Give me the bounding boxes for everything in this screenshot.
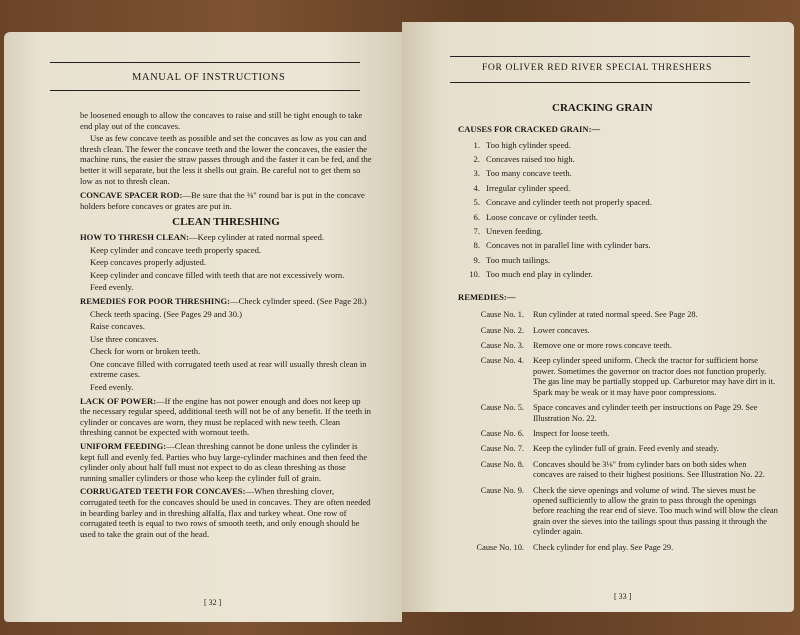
remedy-row: Cause No. 6. Inspect for loose teeth.	[480, 428, 610, 438]
list-item: 7. Uneven feeding.	[473, 226, 543, 237]
list-item: Keep concaves properly adjusted.	[90, 257, 206, 268]
list-item: 2. Concaves raised too high.	[473, 154, 575, 164]
heading-how-to: HOW TO THRESH CLEAN:	[80, 231, 189, 242]
remedy-row: Cause No. 1. Run cylinder at rated normal speed. See Page 28.	[480, 310, 698, 320]
header-rule	[50, 62, 360, 63]
heading-causes: CAUSES FOR CRACKED GRAIN:—	[458, 124, 601, 134]
causes-list	[458, 138, 778, 282]
remedy-row: Cause No. 2. Lower concaves.	[480, 325, 590, 335]
list-item: Check teeth spacing. (See Pages 29 and 30.)	[90, 308, 243, 319]
paragraph-power: LACK OF POWER:—If the engine has not power enough and does not keep up the necessary regular speed, additional teeth will not be of any benefit. If the teeth in cylinder or concaves are worn, they must be replaced with new teeth. Clean threshing cannot be expected with wornout teeth.	[80, 395, 371, 438]
list-item: Check for worn or broken teeth.	[90, 346, 201, 357]
list-item: 5. Concave and cylinder teeth not properly spaced.	[473, 197, 652, 208]
remedies-list	[458, 310, 778, 553]
paragraph: be loosened enough to allow the concaves to raise and still be tight enough to take end play out of the concaves.	[80, 110, 363, 131]
paragraph-how-to: HOW TO THRESH CLEAN:—Keep cylinder at rated normal speed.	[80, 231, 325, 242]
list-item: 8. Concaves not in parallel line with cylinder bars.	[473, 240, 651, 251]
list-item: Keep cylinder and concave filled with teeth that are not excessively worn.	[90, 269, 345, 280]
remedy-row: Cause No. 3. Remove one or more rows concave teeth.	[480, 341, 672, 351]
paragraph-spacer-rod: CONCAVE SPACER ROD:—Be sure that the ⅜" round bar is put in the concave holders before concaves or grates are put in.	[80, 190, 365, 211]
remedy-row: Cause No. 5. Space concaves and cylinder teeth per instructions on Page 29. See Illustration No. 22.	[480, 403, 758, 423]
section-title: CLEAN THRESHING	[172, 216, 280, 229]
list-item: Use three concaves.	[90, 333, 159, 344]
page-number-right: [ 33 ]	[614, 592, 632, 601]
running-head-right: FOR OLIVER RED RIVER SPECIAL THRESHERS	[482, 62, 712, 73]
header-rule	[450, 82, 750, 83]
remedy-row: Cause No. 8. Concaves should be 3⅛" from cylinder bars on both sides when concaves are raised to their highest positions. See Illustration No. 22.	[480, 459, 765, 480]
heading-remedies: REMEDIES:—	[458, 291, 516, 302]
heading-uniform-feeding: UNIFORM FEEDING:	[80, 441, 167, 452]
left-page	[4, 32, 402, 622]
right-page-body	[458, 124, 778, 558]
paragraph: Use as few concave teeth as possible and set the concaves as low as you can and thresh clean. The fewer the concave teeth and the lower the concaves, the easier the machine runs, the easier the straw passes through and the faster it can be fed, and the better it will separate, but the less it shells out grain. Be careful not to get them so low as not to thresh clean.	[80, 133, 372, 186]
page-title: CRACKING GRAIN	[552, 102, 653, 114]
list-item: Feed evenly.	[90, 282, 134, 293]
paragraph-corrugated: CORRUGATED TEETH FOR CONCAVES:—When threshing clover, corrugated teeth for the concaves should be used in concaves. They are often needed in bearding barley and in threshing alfalfa, flax and turkey wheat. One row of corrugated teeth is equal to two rows of smooth teeth, and only enough should be used to take the grain out of the head.	[80, 486, 371, 539]
list-item: 3. Too many concave teeth.	[473, 168, 572, 179]
remedy-row: Cause No. 4. Keep cylinder speed uniform. Check the tractor for sufficient horse power. Sometimes the governor on tractor does not function properly. The gas line may be partially stopped up. Carburetor may have dirt in it. Spark may be weak or it may have poor compressions.	[480, 356, 776, 397]
list-item: Raise concaves.	[90, 321, 145, 332]
list-item: 9. Too much tailings.	[473, 254, 551, 265]
heading-spacer-rod: CONCAVE SPACER ROD:	[80, 190, 183, 201]
paragraph-uniform: UNIFORM FEEDING:—Clean threshing cannot be done unless the cylinder is kept full and evenly fed. Parties who buy large-cylinder machines and then feed the cylinder only about half full must not expect to do as clean threshing as those running smaller cylinders or those who keep the cylinder full of grain.	[80, 441, 368, 483]
heading-poor-threshing: REMEDIES FOR POOR THRESHING:	[80, 295, 231, 306]
list-item: 6. Loose concave or cylinder teeth.	[473, 211, 598, 222]
list-item: Keep cylinder and concave teeth properly spaced.	[90, 244, 262, 255]
remedy-row: Cause No. 9. Check the sieve openings and volume of wind. The sieves must be opened sufficiently to allow the grain to pass through the openings before reaching the rear end of sieve. Too much wind will blow the clean grain over the sieves into the tailings spout thus passing it through the cylinder again.	[480, 485, 778, 537]
remedy-row: Cause No. 10. Check cylinder for end play. See Page 29.	[476, 542, 674, 552]
list-item: 10. Too much end play in cylinder.	[469, 269, 593, 280]
remedy-row: Cause No. 7. Keep the cylinder full of grain. Feed evenly and steady.	[480, 444, 719, 454]
paragraph-poor: REMEDIES FOR POOR THRESHING:—Check cylinder speed. (See Page 28.)	[80, 295, 367, 306]
page-number-left: [ 32 ]	[204, 598, 222, 607]
running-head-left: MANUAL OF INSTRUCTIONS	[132, 72, 286, 83]
heading-lack-of-power: LACK OF POWER:	[80, 395, 157, 406]
list-item: 4. Irregular cylinder speed.	[473, 182, 571, 193]
list-item: One concave filled with corrugated teeth used at rear will usually thresh clean in extreme cases.	[90, 358, 367, 380]
list-item: 1. Too high cylinder speed.	[473, 139, 571, 150]
list-item: Feed evenly.	[90, 382, 134, 393]
header-rule	[450, 56, 750, 57]
right-page	[402, 22, 794, 612]
header-rule	[50, 90, 360, 91]
heading-corrugated-teeth: CORRUGATED TEETH FOR CONCAVES:	[80, 486, 246, 497]
open-manual	[4, 14, 794, 629]
left-page-body	[80, 110, 372, 541]
